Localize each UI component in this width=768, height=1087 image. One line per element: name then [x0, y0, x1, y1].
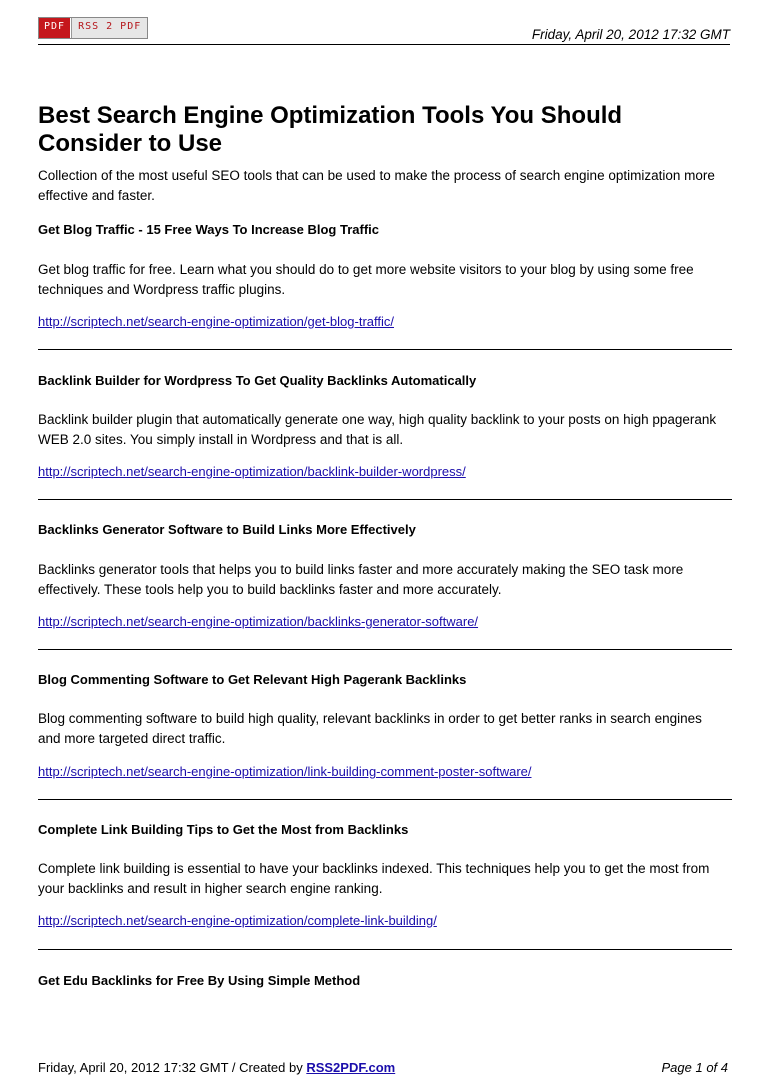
intro-text: Collection of the most useful SEO tools that can be used to make the process of search engine optimization more effective and faster.	[38, 168, 715, 203]
article-link[interactable]: http://scriptech.net/search-engine-optimization/get-blog-traffic/	[38, 314, 394, 329]
article-title[interactable]: Blog Commenting Software to Get Relevant High Pagerank Backlinks	[38, 672, 467, 687]
article-description: Blog commenting software to build high quality, relevant backlinks in order to get better ranks in search engines and more targeted direct traffic.	[38, 711, 702, 746]
article-title[interactable]: Get Blog Traffic - 15 Free Ways To Increase Blog Traffic	[38, 222, 379, 237]
logo-pdf-label: PDF	[39, 18, 70, 38]
article-link[interactable]: http://scriptech.net/search-engine-optimization/complete-link-building/	[38, 913, 437, 928]
article-title[interactable]: Backlink Builder for Wordpress To Get Quality Backlinks Automatically	[38, 373, 477, 388]
article-link[interactable]: http://scriptech.net/search-engine-optimization/backlink-builder-wordpress/	[38, 464, 466, 479]
article-title[interactable]: Get Edu Backlinks for Free By Using Simple Method	[38, 973, 361, 988]
article-title[interactable]: Complete Link Building Tips to Get the Most from Backlinks	[38, 822, 409, 837]
article-description: Complete link building is essential to have your backlinks indexed. This techniques help you to get the most from your backlinks and result in higher search engine ranking.	[38, 861, 710, 896]
section-divider	[38, 799, 732, 800]
section-divider	[38, 349, 732, 350]
footer-brand-link[interactable]: RSS2PDF.com	[306, 1060, 396, 1075]
article-link[interactable]: http://scriptech.net/search-engine-optimization/link-building-comment-poster-software/	[38, 764, 532, 779]
logo-rss-label: RSS 2 PDF	[71, 18, 147, 38]
rss2pdf-logo	[38, 17, 148, 39]
header-divider	[38, 44, 730, 45]
page-number: Page 1 of 4	[661, 1060, 728, 1075]
header-date: Friday, April 20, 2012 17:32 GMT	[531, 27, 730, 42]
article-title[interactable]: Backlinks Generator Software to Build Links More Effectively	[38, 522, 416, 537]
article-link[interactable]: http://scriptech.net/search-engine-optimization/backlinks-generator-software/	[38, 614, 479, 629]
section-divider	[38, 649, 732, 650]
article-description: Get blog traffic for free. Learn what you should do to get more website visitors to your blog by using some free techniques and Wordpress traffic plugins.	[38, 262, 694, 297]
footer-prefix: Friday, April 20, 2012 17:32 GMT / Created by	[38, 1060, 307, 1075]
section-divider	[38, 949, 732, 950]
page-title: Best Search Engine Optimization Tools You Should Consider to Use	[38, 102, 623, 157]
footer-text	[38, 1060, 395, 1075]
article-description: Backlink builder plugin that automatically generate one way, high quality backlink to your posts on high ppagerank WEB 2.0 sites. You simply install in Wordpress and that is all.	[38, 412, 717, 447]
section-divider	[38, 499, 732, 500]
article-description: Backlinks generator tools that helps you to build links faster and more accurately making the SEO task more effectively. These tools help you to build backlinks faster and more accurately.	[38, 562, 684, 597]
